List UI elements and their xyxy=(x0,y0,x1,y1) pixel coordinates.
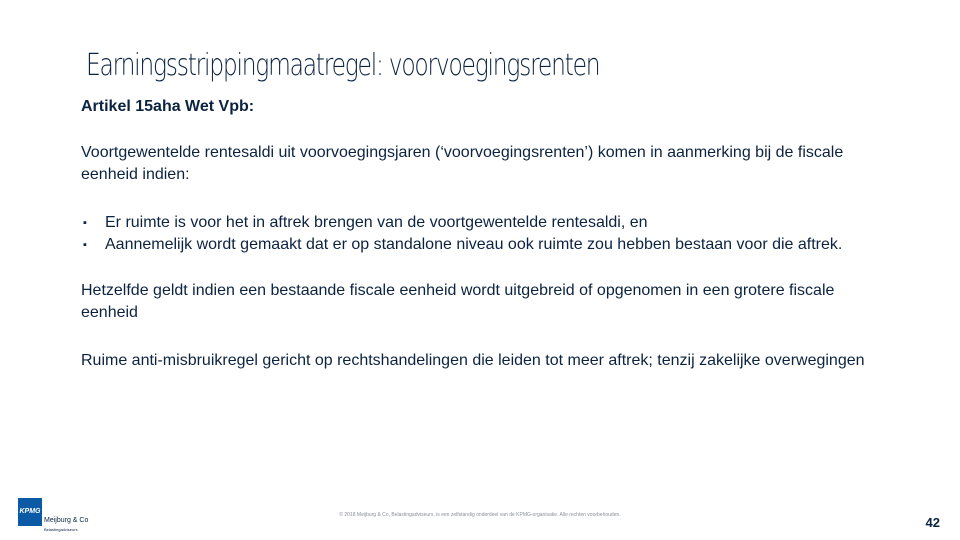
anti-abuse-paragraph: Ruime anti-misbruikregel gericht op rechtshandelingen die leiden tot meer aftrek; tenzij zakelijke overwegingen xyxy=(81,352,865,369)
slide-title: Earningsstrippingmaatregel: voorvoegingsrenten xyxy=(86,48,600,83)
list-item-text: Er ruimte is voor het in aftrek brengen van de voortgewentelde rentesaldi, en xyxy=(105,214,648,231)
fiscal-unity-paragraph: Hetzelfde geldt indien een bestaande fiscale eenheid wordt uitgebreid of opgenomen in een grotere fiscale eenheid xyxy=(81,282,835,321)
article-heading: Artikel 15aha Wet Vpb: xyxy=(81,98,255,115)
list-item xyxy=(81,234,881,256)
square-bullet-icon: ▪ xyxy=(83,239,87,251)
list-item-text: Aannemelijk wordt gemaakt dat er op standalone niveau ook ruimte zou hebben bestaan voor die aftrek. xyxy=(105,236,843,253)
copyright-notice: © 2018 Meijburg & Co, Belastingadviseurs, is een zelfstandig onderdeel van de KPMG-organisatie. Alle rechten voorbehouden. xyxy=(339,512,621,518)
intro-paragraph: Voortgewentelde rentesaldi uit voorvoegingsjaren (‘voorvoegingsrenten’) komen in aanmerking bij de fiscale eenheid indien: xyxy=(81,144,844,183)
firm-name: Meijburg & Co xyxy=(44,517,89,524)
list-item xyxy=(81,212,881,234)
condition-list xyxy=(81,212,881,256)
kpmg-logo-mark xyxy=(18,498,42,526)
square-bullet-icon: ▪ xyxy=(83,217,87,229)
slide-body xyxy=(81,96,881,372)
firm-subtitle: Belastingadviseurs xyxy=(44,527,78,532)
kpmg-wordmark: KPMG xyxy=(19,508,41,515)
kpmg-meijburg-logo xyxy=(18,498,98,534)
page-number: 42 xyxy=(925,515,940,530)
